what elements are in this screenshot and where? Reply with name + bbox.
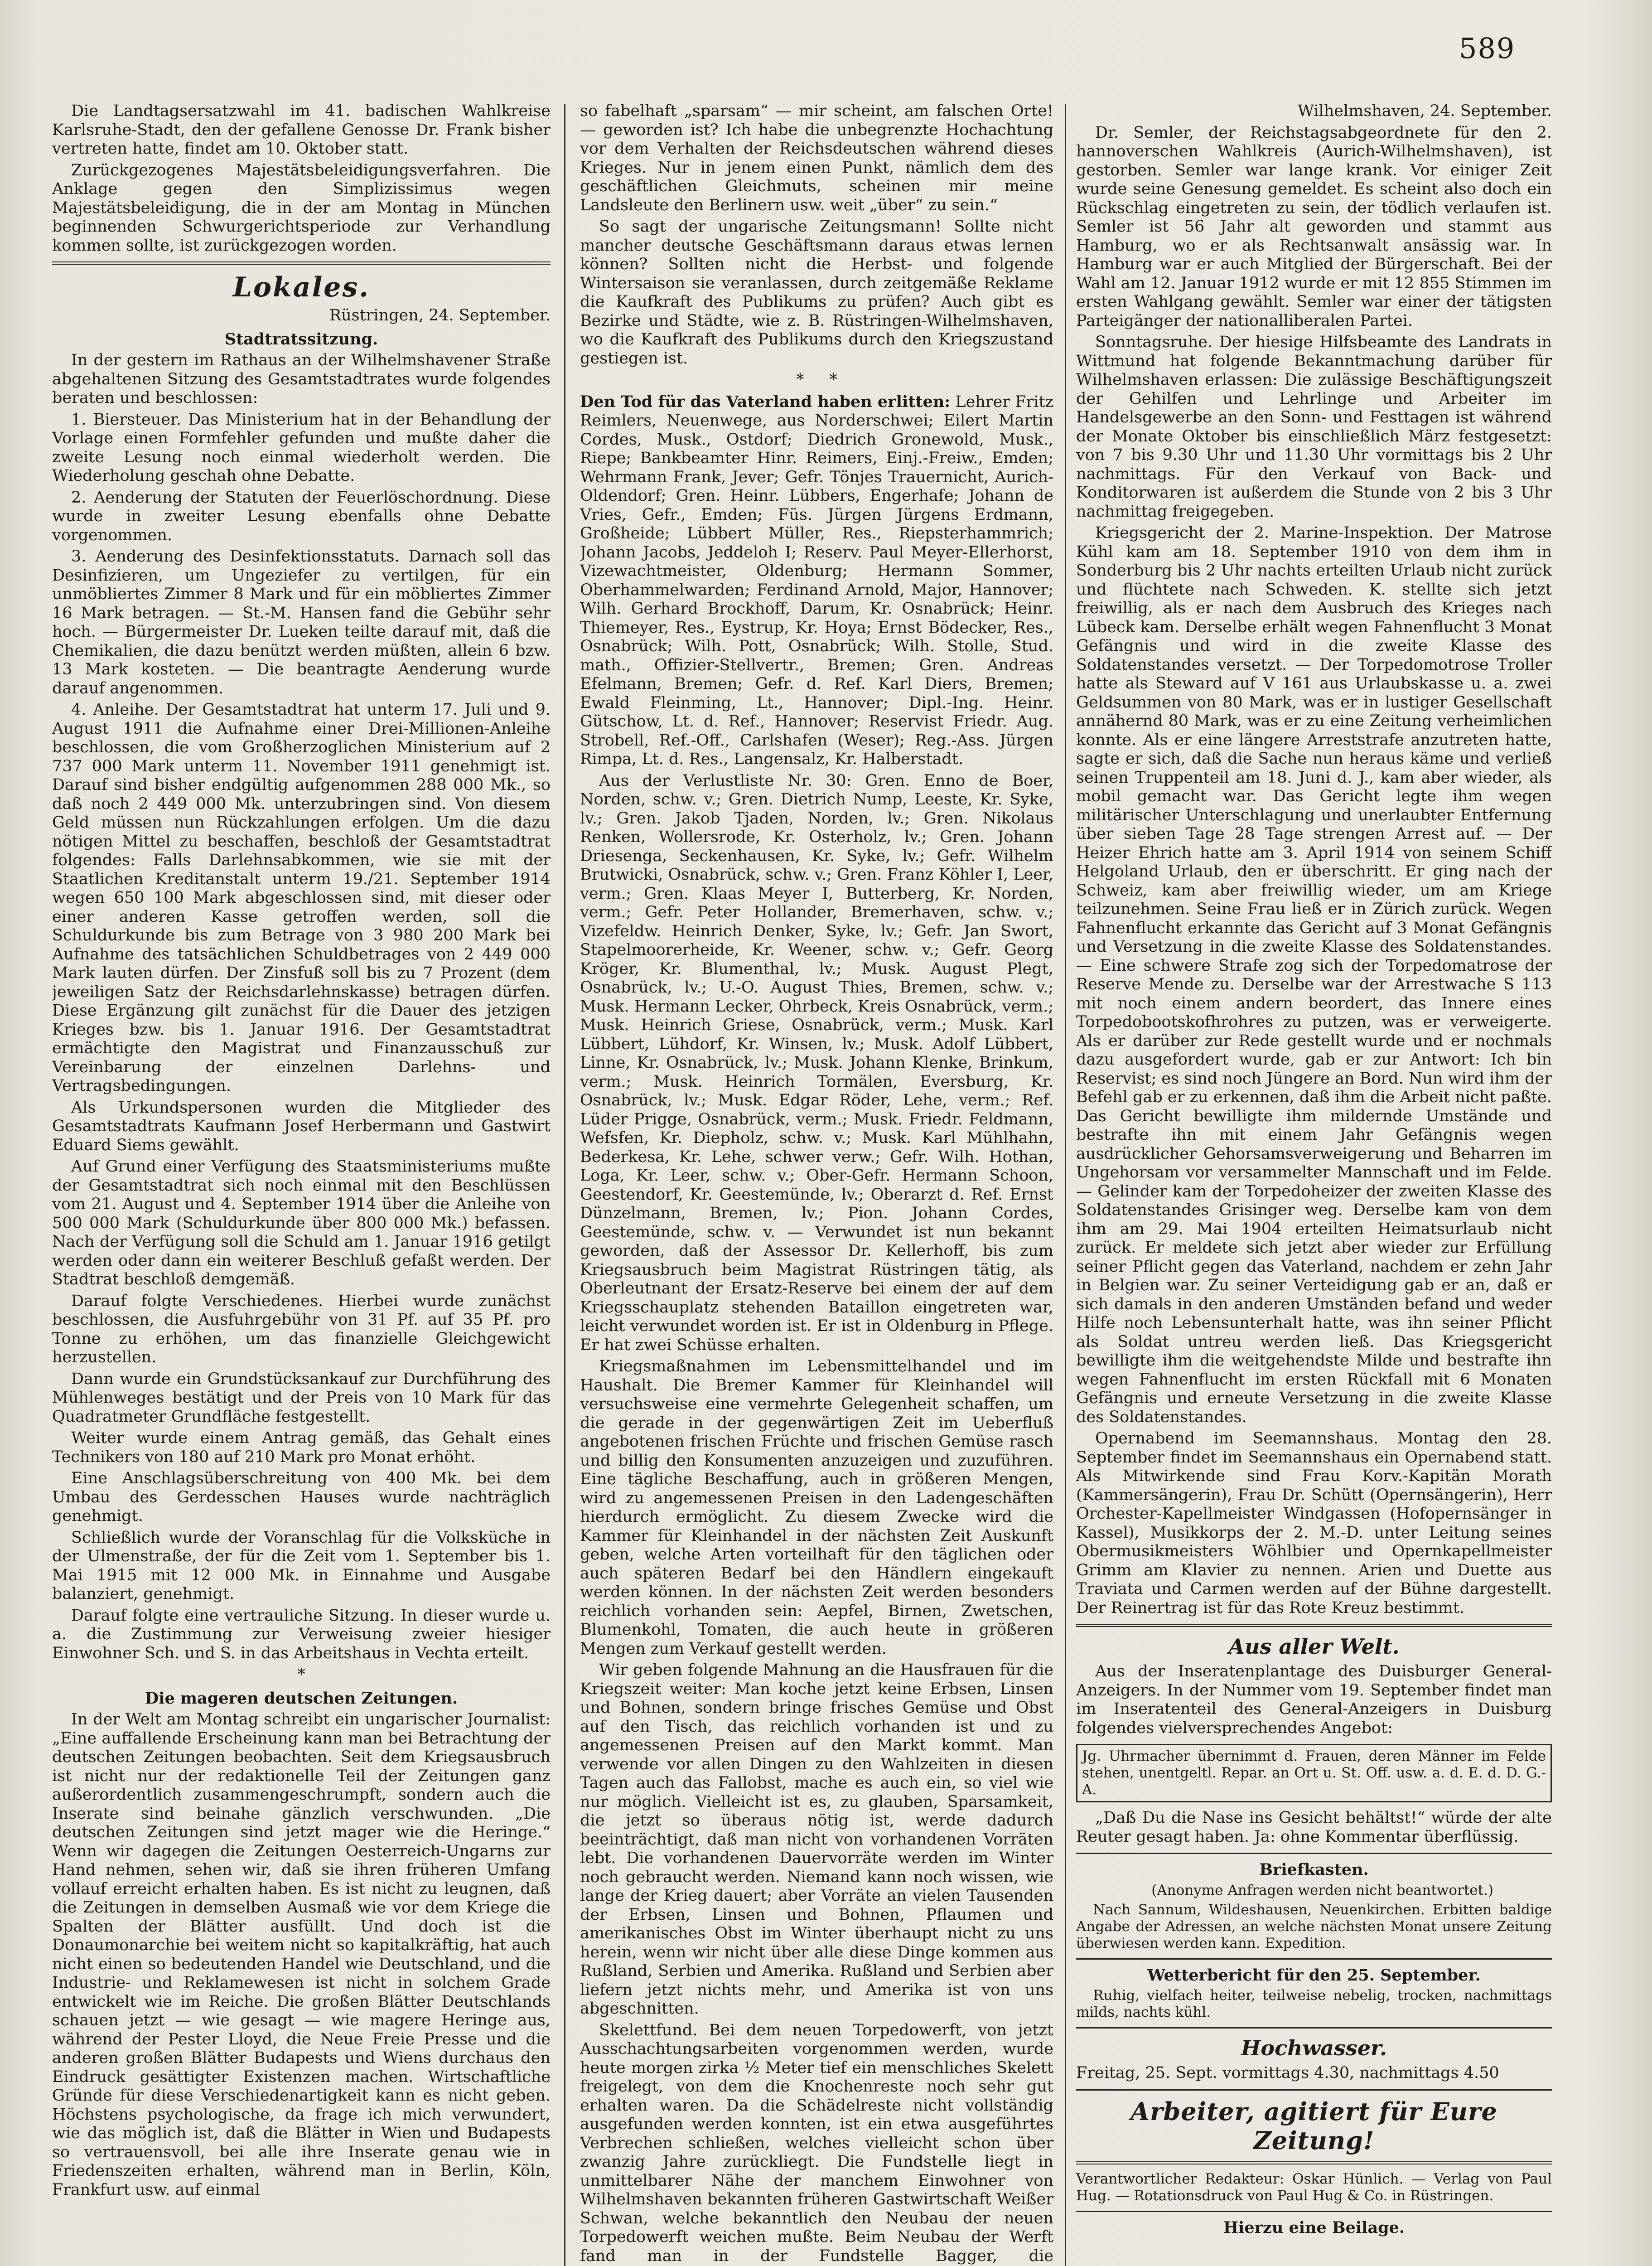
- paragraph: Skelettfund. Bei dem neuen Torpedowerft, von jetzt Ausschachtungsarbeiten vorgenommen werden, wurde heute morgen zirka ½ Meter tief ein menschliches Skelett freigelegt, von dem die Knochenreste noch sehr gut erhalten waren. Da die Schädelreste nicht vollständig ausgefunden werden konnten, ist ein etwa ausgeführtes Verbrechen schließen, welches vielleicht schon über zwanzig Jahre zurückliegt. Die Fundstelle liegt in unmittelbarer Nähe der manchem Einwohner von Wilhelmshaven bekannten früheren Gastwirtschaft Weißer Schwan, welche bekanntlich den Neubau der neuen Torpedowerft weichen mußte. Beim Neubau der Werft fand man in der Fundstelle Bagger, die: [580, 2021, 1053, 2265]
- paragraph: Schließlich wurde der Voranschlag für die Volksküche in der Ulmenstraße, der für die Zeit vom 1. September bis 1. Mai 1915 mit 12 000 Mk. in Einnahme und Ausgabe balanziert, genehmigt.: [52, 1528, 551, 1603]
- column-rule: [564, 104, 565, 2266]
- paragraph: In der Welt am Montag schreibt ein ungarischer Journalist: „Eine auffallende Erscheinung kann man bei Betrachtung der deutschen Zeitungen beobachten. Seit dem Kriegsausbruch ist nicht nur der redaktionelle Teil der Zeitungen ganz außerordentlich zusammengeschrumpft, sondern auch die Inserate sind beinahe gänzlich verschwunden. „Die deutschen Zeitungen sind jetzt mager wie die Heringe.“ Wenn wir dagegen die Zeitungen Oesterreich-Ungarns zur Hand nehmen, sehen wir, daß sie ihren früheren Umfang vollauf erreicht erhalten haben. Es ist nicht zu leugnen, daß die Zeitungen in demselben Ausmaß wie vor dem Kriege die Spalten der Blätter ausfüllt. Und doch ist die Donaumonarchie bei weitem nicht so kapitalkräftig, hat auch nicht einen so bedeutenden Handel wie Deutschland, und die Industrie- und Reklamewesen ist nicht in solchem Grade entwickelt wie im Reiche. Die großen Blätter Deutschlands schauen jetzt — wie gesagt — wie magere Heringe aus, während der Pester Lloyd, die Neue Freie Presse und die anderen großen Blätter Budapests und Wiens durchaus den Eindruck gesättigter Existenzen machen. Wirtschaftliche Gründe für diese Verschiedenartigkeit kann es nicht geben. Höchstens psychologische, da frage ich mich verwundert, wie das möglich ist, daß die Blätter in Wien und Budapests so vertrauensvoll, bei alle ihre Inserate genau wie in Friedenszeiten erhalten, während man in Berlin, Köln, Frankfurt usw. auf einmal: [52, 1710, 551, 2199]
- section-divider: [52, 261, 551, 265]
- article-inseratenplantage: Aus der Inseratenplantage des Duisburger General-Anzeigers. In der Nummer vom 19. September findet man im Inseratenteil des General-Anzeigers in Duisburg folgendes vielversprechendes Angebot:: [1076, 1662, 1552, 1737]
- paragraph: „Daß Du die Nase ins Gesicht behältst!“ würde der alte Reuter gesagt haben. Ja: ohne Kommentar überflüssig.: [1076, 1809, 1552, 1846]
- imprint: Verantwortlicher Redakteur: Oskar Hünlich. — Verlag von Paul Hug. — Rotationsdruck von Paul Hug & Co. in Rüstringen.: [1076, 2170, 1552, 2204]
- article-semler: Dr. Semler, der Reichstagsabgeordnete für den 2. hannoverschen Wahlkreis (Aurich-Wilhelmshaven), ist gestorben. Semler war lange krank. Vor einiger Zeit wurde seine Genesung gemeldet. Es scheint also doch ein Rückschlag eingetreten zu sein, der tödlich verlaufen ist. Semler ist 56 Jahr alt geworden und stammt aus Hamburg, wo er als Rechtsanwalt ansässig war. In Hamburg war er auch Mitglied der Bürgerschaft. Bei der Wahl am 12. Januar 1912 wurde er mit 12 855 Stimmen im ersten Wahlgang gewählt. Semler war einer der tätigsten Parteigänger der nationalliberalen Partei.: [1076, 123, 1552, 330]
- paragraph: 2. Aenderung der Statuten der Feuerlöschordnung. Diese wurde in zweiter Lesung ebenfalls ohne Debatte vorgenommen.: [52, 488, 551, 544]
- paragraph: 4. Anleihe. Der Gesamtstadtrat hat unterm 17. Juli und 9. August 1911 die Aufnahme einer Drei-Millionen-Anleihe beschlossen, die vom Großherzoglichen Ministerium auf 2 737 000 Mark unterm 11. November 1911 genehmigt ist. Darauf sind bisher endgültig aufgenommen 288 000 Mk., so daß noch 2 449 000 Mk. unterzubringen sind. Von diesem Geld müssen nun Rückzahlungen erfolgen. Um die dazu nötigen Mittel zu beschaffen, beschloß der Gesamtstadtrat folgendes: Falls Darlehnsabkommen, wie sie mit der Staatlichen Kreditanstalt unterm 19./21. September 1914 wegen 650 100 Mark abgeschlossen sind, mit dieser oder einer anderen Kasse getroffen werden, soll die Schuldurkunde bis zum Betrage von 3 980 200 Mark bei Aufnahme des tatsächlichen Schuldbetrages von 2 449 000 Mark lauten dürfen. Der Zinsfuß soll bis zu 7 Prozent (dem jeweiligen Satz der Reichsdarlehnskasse) betragen dürfen. Diese Ergänzung gilt zunächst für die Dauer des jetzigen Krieges bzw. bis 1. Januar 1916. Der Gesamtstadtrat ermächtigte den Magistrat und Finanzausschuß zur Vereinbarung der einzelnen Darlehns- und Vertragsbedingungen.: [52, 701, 551, 1095]
- beilage-notice: Hierzu eine Beilage.: [1223, 2218, 1405, 2237]
- article-opernabend: Opernabend im Seemannshaus. Montag den 28. September findet im Seemannshaus ein Opernabend statt. Als Mitwirkende sind Frau Korv.-Kapitän Morath (Kammersängerin), Frau Dr. Schütt (Opernsängerin), Herr Orchester-Kapellmeister Windgassen (Hofopernsänger in Kassel), Musikkorps der 2. M.-D. unter Leitung seines Obermusikmeisters Wöhlbier und Opernkapellmeister Grimm am Klavier zu nennen. Arien und Duette aus Traviata und Carmen werden auf der Bühne dargestellt. Der Reinertrag ist für das Rote Kreuz bestimmt.: [1076, 1429, 1552, 1617]
- dateline: Rüstringen, 24. September.: [329, 306, 551, 324]
- paragraph: 3. Aenderung des Desinfektionsstatuts. Darnach soll das Desinfizieren, um Ungeziefer zu vertilgen, für ein unmöbliertes Zimmer 8 Mark und für ein möbliertes Zimmer 16 Mark betragen. — St.-M. Hansen fand die Gebühr sehr hoch. — Bürgermeister Dr. Lueken teilte darauf mit, daß die Chemikalien, die dazu benützt werden müßten, allein 6 bzw. 13 Mark kosteten. — Die beantragte Aenderung wurde darauf angenommen.: [52, 547, 551, 697]
- paragraph: Dann wurde ein Grundstücksankauf zur Durchführung des Mühlenweges bestätigt und der Preis von 10 Mark für das Quadratmeter Grundfläche festgestellt.: [52, 1370, 551, 1426]
- section-heading-hochwasser: Hochwasser.: [1241, 2036, 1387, 2060]
- separator-star: * *: [796, 371, 837, 389]
- briefkasten-note: (Anonyme Anfragen werden nicht beantwortet.): [1151, 1882, 1494, 1898]
- paragraph: Lehrer Fritz Reimlers, Neuenwege, aus Norderschwei; Eilert Martin Cordes, Musk., Ostdorf; Diedrich Gronewold, Musk., Riepe; Bankbeamter Hinr. Reimers, Einj.-Freiw., Emden; Wehrmann Frank, Jever; Gefr. Tönjes Trauernicht, Aurich-Oldendorf; Gren. Heinr. Lübbers, Engerhafe; Johann de Vries, Gefr., Emden; Füs. Jürgen Jürgens Erdmann, Großheide; Lübbert Müller, Res., Riepsterhammrich; Johann Jacobs, Jeddeloh I; Reserv. Paul Meyer-Ellerhorst, Vizewachtmeister, Oldenburg; Hermann Sommer, Oberhammelwarden; Ferdinand Arnold, Major, Hannover; Wilh. Gerhard Brockhoff, Darum, Kr. Osnabrück; Heinr. Thiemeyer, Res., Eystrup, Kr. Hoya; Ernst Bödecker, Res., Osnabrück; Wilh. Pott, Osnabrück; Wilh. Stolle, Stud. math., Offizier-Stellvertr., Bremen; Gren. Andreas Efelmann, Bremen; Gefr. d. Ref. Karl Diers, Bremen; Ewald Fleinming, Lt., Hannover; Dipl.-Ing. Heinr. Gütschow, Lt. d. Ref., Hannover; Reservist Friedr. Aug. Strobell, Ref.-Off., Carlshafen (Weser); Reg.-Ass. Jürgen Rimpa, Lt. d. Res., Langensalz, Kr. Halberstadt.: [580, 392, 1053, 768]
- paragraph: So sagt der ungarische Zeitungsmann! Sollte nicht mancher deutsche Geschäftsmann daraus etwas lernen können? Sollten nicht die Herbst- und folgende Wintersaison sie veranlassen, durch zeitgemäße Reklame die Kaufkraft des Publikums zu prüfen? Auch gibt es Bezirke und Städte, wie z. B. Rüstringen-Wilhelmshaven, wo die Kaufkraft des Publikums durch den Kriegszustand gestiegen ist.: [580, 218, 1053, 368]
- article-heading-mageren-zeitungen: Die mageren deutschen Zeitungen.: [145, 1689, 458, 1708]
- article-majestaetsbeleidigung: Zurückgezogenes Majestätsbeleidigungsverfahren. Die Anklage gegen den Simplizissimus wegen Majestätsbeleidigung, die in der am Montag in München beginnenden Schwurgerichtsperiode zur Verhandlung kommen sollte, ist zurückgezogen worden.: [52, 161, 551, 255]
- section-divider: [1076, 1958, 1552, 1960]
- paragraph: Auf Grund einer Verfügung des Staatsministeriums mußte der Gesamtstadtrat sich noch einmal mit den Beschlüssen vom 21. August und 4. September 1914 über die Anleihe von 500 000 Mark (Schuldurkunde über 800 000 Mk.) befassen. Nach der Verfügung soll die Schuld am 1. Januar 1916 getilgt werden oder dann ein weiterer Beschluß gefaßt werden. Der Stadtrat beschloß demgemäß.: [52, 1157, 551, 1288]
- paragraph: Eine Anschlagsüberschreitung von 400 Mk. bei dem Umbau des Gerdesschen Hauses wurde nachträglich genehmigt.: [52, 1469, 551, 1525]
- paragraph: Darauf folgte Verschiedenes. Hierbei wurde zunächst beschlossen, die Ausfuhrgebühr von 31 Pf. auf 35 Pf. pro Tonne zu erhöhen, um das finanzielle Gleichgewicht herzustellen.: [52, 1292, 551, 1366]
- column-2: [580, 102, 1053, 2266]
- section-heading-wetterbericht: Wetterbericht für den 25. September.: [1147, 1966, 1481, 1985]
- wetterbericht-text: Ruhig, vielfach heiter, teilweise nebelig, trocken, nachmittags milds, nachts kühl.: [1076, 1987, 1552, 2020]
- briefkasten-text: Nach Sannum, Wildeshausen, Neuenkirchen. Erbitten baldige Angabe der Adressen, an welche nächsten Monat unsere Zeitung überwiesen werden kann. Expedition.: [1076, 1901, 1552, 1951]
- column-1: [52, 102, 551, 2266]
- section-heading-aus-aller-welt: Aus aller Welt.: [1228, 1634, 1400, 1659]
- section-divider: [1076, 1624, 1552, 1627]
- paragraph: In der gestern im Rathaus an der Wilhelmshavener Straße abgehaltenen Sitzung des Gesamtstadtrates wurde folgendes beraten und beschlossen:: [52, 351, 551, 407]
- article-landtagswahl: Die Landtagsersatzwahl im 41. badischen Wahlkreise Karlsruhe-Stadt, den der gefallene Genosse Dr. Frank bisher vertreten hatte, findet am 10. Oktober statt.: [52, 102, 551, 158]
- article-heading-stadtratssitzung: Stadtratssitzung.: [224, 329, 378, 349]
- section-heading-briefkasten: Briefkasten.: [1259, 1860, 1369, 1879]
- agitation-slogan: Arbeiter, agitiert für Eure Zeitung!: [1130, 2097, 1497, 2155]
- hochwasser-text: Freitag, 25. Sept. vormittags 4.30, nachmittags 4.50: [1076, 2064, 1499, 2082]
- paragraph: Kriegsmaßnahmen im Lebensmittelhandel und im Haushalt. Die Bremer Kammer für Kleinhandel will versuchsweise eine vermehrte Gelegenheit schaffen, um die gerade in der gegenwärtigen Zeit im Ueberfluß angebotenen frischen Früchte und frischen Gemüse rasch und billig den Konsumenten anzuzeigen und zuzuführen. Eine tägliche Beschaffung, auch in größeren Mengen, wird zu angemessenen Preisen in den Ladengeschäften hierdurch ermöglicht. Zu diesem Zwecke wird die Kammer für Kleinhandel in der nächsten Zeit Auskunft geben, welche Arten vorteilhaft für den täglichen oder auch späteren Bedarf bei den Händlern eingekauft werden können. In der nächsten Zeit werden besonders reichlich vorhanden sein: Aepfel, Birnen, Zwetschen, Blumenkohl, Tomaten, die auch heute in größeren Mengen zum Verkauf gestellt werden.: [580, 1357, 1053, 1658]
- separator-star: *: [297, 1666, 305, 1684]
- section-divider: [1076, 1853, 1552, 1854]
- paragraph: Als Urkundspersonen wurden die Mitglieder des Gesamtstadtrats Kaufmann Josef Herbermann und Gastwirt Eduard Siems gewählt.: [52, 1098, 551, 1154]
- paragraph: so fabelhaft „sparsam“ — mir scheint, am falschen Orte! — geworden ist? Ich habe die unbegrenzte Hochachtung vor dem Verhalten der Reichsdeutschen während dieses Krieges. Nur in jenem einen Punkt, nämlich dem des geschäftlichen Gleichmuts, scheinen mir meine Landsleute den Berlinern usw. weit „über“ zu sein.“: [580, 102, 1053, 214]
- dateline: Wilhelmshaven, 24. September.: [1297, 102, 1552, 120]
- quoted-advertisement: Jg. Uhrmacher übernimmt d. Frauen, deren Männer im Felde stehen, unentgeltl. Repar. an Ort u. St. Off. usw. a. d. E. d. D. G.-A.: [1076, 1744, 1552, 1802]
- column-3: [1076, 102, 1552, 2266]
- article-kriegsgericht: Kriegsgericht der 2. Marine-Inspektion. Der Matrose Kühl kam am 18. September 1910 von dem ihm in Sonderburg bis 2 Uhr nachts erteilten Urlaub nicht zurück und flüchtete nach Schweden. K. stellte sich jetzt freiwillig, als er nach dem Ausbruch des Krieges nach Lübeck kam. Derselbe erhält wegen Fahnenflucht 3 Monat Gefängnis und wird in die zweite Klasse des Soldatenstandes versetzt. — Der Torpedomotrose Troller hatte als Steward auf V 161 aus Urlaubskasse u. a. zwei Geldsummen von 80 Mark, was er in lustiger Gesellschaft annähernd 80 Mark, was er zu eine Zeitung verheimlichen konnte. Als er eine längere Arreststrafe anzutreten hatte, sagte er sich, daß die Sache nun heraus käme und verließ seinen Truppenteil am 18. Juni d. J., kam aber wieder, als mobil gemacht war. Das Gericht legte ihm wegen militärischer Unterschlagung und unerlaubter Entfernung über sieben Tage 28 Tage strengen Arrest auf. — Der Heizer Ehrich hatte am 3. April 1914 von seinem Schiff Helgoland Urlaub, den er überschritt. Er ging nach der Schweiz, kam aber freiwillig wieder, um am Kriege teilzunehmen. Seine Frau ließ er in Zürich zurück. Wegen Fahnenflucht erkannte das Gericht auf 3 Monat Gefängnis und Versetzung in die zweite Klasse des Soldatenstandes. — Eine schwere Strafe zog sich der Torpedomatrose der Reserve Mende zu. Derselbe war der Arrestwache S 113 mit noch einem andern beordert, das Innere eines Torpedobootskofhrohres zu putzen, was er verweigerte. Als er darüber zur Rede gestellt wurde und er nochmals dazu ausgefordert wurde, gab er zur Antwort: Ich bin Reservist; es sind noch Jüngere an Bord. Nun wird ihm der Befehl gab er zu erkennen, daß ihm die Arbeit nicht paßte. Das Gericht bewilligte ihm mildernde Umstände und bestrafte ihn mit einem Jahr Gefängnis wegen ausdrücklicher Gehorsamsverweigerung und Beharren im Ungehorsam vor versammelter Mannschaft und im Felde. — Gelinder kam der Torpedoheizer der zweiten Klasse des Soldatenstandes Grisinger weg. Derselbe kam von dem ihm am 29. Mai 1904 erteilten Heimatsurlaub nicht zurück. Er meldete sich jetzt aber wieder zur Erfüllung seiner Pflicht gegen das Vaterland, nachdem er zehn Jahr in Belgien war. Zu seiner Verteidigung gab er an, daß er sich damals in den anderen Umständen befand und weder Hilfe noch Lebensunterhalt hatte, was ihn seiner Pflicht als Soldat untreu werden ließ. Das Kriegsgericht bewilligte ihm die weitgehendste Milde und bestrafte ihn wegen Fahnenflucht im ersten Rückfall mit 6 Monaten Gefängnis und erneute Versetzung in die zweite Klasse des Soldatenstandes.: [1076, 524, 1552, 1426]
- column-rule: [1065, 104, 1066, 2266]
- paragraph: 1. Biersteuer. Das Ministerium hat in der Behandlung der Vorlage einen Formfehler gefunden und mußte daher die zweite Lesung noch einmal wiederholt werden. Die Wiederholung geschah ohne Debatte.: [52, 410, 551, 485]
- article-heading-tod: Den Tod für das Vaterland haben erlitten:: [580, 392, 951, 411]
- paragraph: Aus der Verlustliste Nr. 30: Gren. Enno de Boer, Norden, schw. v.; Gren. Dietrich Nump, Leeste, Kr. Syke, lv.; Gren. Jakob Tjaden, Norden, lv.; Gren. Nikolaus Renken, Wollersrode, Kr. Osterholz, lv.; Gren. Johann Driesenga, Seckenhausen, Kr. Syke, lv.; Gefr. Wilhelm Brutwicki, Osnabrück, schw. v.; Gren. Franz Köhler I, Leer, verm.; Gren. Klaas Meyer I, Butterberg, Kr. Norden, verm.; Gefr. Peter Hollander, Bremerhaven, schw. v.; Vizefeldw. Heinrich Denker, Syke, lv.; Gefr. Jan Swort, Stapelmoorerheide, Kr. Weener, schw. v.; Gefr. Georg Kröger, Kr. Blumenthal, lv.; Musk. August Plegt, Osnabrück, lv.; U.-O. August Thies, Bremen, schw. v.; Musk. Hermann Lecker, Ohrbeck, Kreis Osnabrück, verm.; Musk. Heinrich Griese, Osnabrück, verm.; Musk. Karl Lübbert, Lühdorf, Kr. Winsen, lv.; Musk. Adolf Lübbert, Linne, Kr. Osnabrück, lv.; Musk. Johann Klenke, Brinkum, verm.; Musk. Heinrich Tormälen, Eversburg, Kr. Osnabrück, lv.; Musk. Edgar Röder, Lehe, verm.; Ref. Lüder Prigge, Osnabrück, verm.; Musk. Friedr. Feldmann, Wefsfen, Kr. Diepholz, schw. v.; Musk. Karl Mühlhahn, Bederkesa, Kr. Lehe, schwer verw.; Gefr. Wilh. Hothan, Loga, Kr. Leer, schw. v.; Ober-Gefr. Hermann Schoon, Geestendorf, Kr. Geestemünde, lv.; Oberarzt d. Ref. Ernst Dünzelmann, Bremen, lv.; Pion. Johann Cordes, Geestemünde, schw. v. — Verwundet ist nun bekannt geworden, daß der Assessor Dr. Kellerhoff, bis zum Kriegsausbruch beim Magistrat Rüstringen tätig, als Oberleutnant der Ersatz-Reserve bei einem der auf dem Kriegsschauplatz stehenden Bataillon eingetreten war, leicht verwundet worden ist. Er ist in Oldenburg in Pflege. Er hat zwei Schüsse erhalten.: [580, 771, 1053, 1354]
- section-divider: [1076, 2089, 1552, 2091]
- section-divider: [1076, 2211, 1552, 2212]
- paragraph: Darauf folgte eine vertrauliche Sitzung. In dieser wurde u. a. die Zustimmung zur Verweisung zweier hiesiger Einwohner Sch. und S. in das Arbeitshaus in Vechta erteilt.: [52, 1606, 551, 1662]
- paragraph: Weiter wurde einem Antrag gemäß, das Gehalt eines Technikers von 180 auf 210 Mark pro Monat erhöht.: [52, 1429, 551, 1466]
- page-number: 589: [1459, 32, 1516, 65]
- paragraph: Wir geben folgende Mahnung an die Hausfrauen für die Kriegszeit weiter: Man koche jetzt keine Erbsen, Linsen und Bohnen, sondern bringe frisches Gemüse und Obst auf den Tisch, das reichlich vorhanden ist und zu angemessenen Preisen auf den Markt kommt. Man verwende vor allen Dingen zu den Wahlzeiten in diesen Tagen auch das Fallobst, mache es auch ein, so viel wie nur möglich. Vielleicht ist es, zu glauben, Sparsamkeit, die jetzt so überaus nötig ist, werde dadurch beeinträchtigt, daß man nicht von vorhandenen Vorräten lebt. Die vorhandenen Dauervorräte werden im Winter noch gebraucht werden. Niemand kann noch wissen, wie lange der Krieg dauert; aber Vorräte an vielen Tausenden der Erbsen, Linsen und Bohnen, Pflaumen und amerikanisches Obst im Winter überhaupt nicht zu uns herein, wenn wir nicht über alle diese Dinge kommen aus Rußland, Serbien und Amerika. Rußland und Serbien aber liefern jetzt nichts mehr, und Amerika ist von uns abgeschnitten.: [580, 1661, 1053, 2018]
- section-heading-lokales: Lokales.: [232, 271, 370, 303]
- section-divider: [1076, 2027, 1552, 2029]
- section-divider: [1076, 2161, 1552, 2164]
- article-sonntagsruhe: Sonntagsruhe. Der hiesige Hilfsbeamte des Landrats in Wittmund hat folgende Bekanntmachung darüber für Wilhelmshaven erlassen: Die zulässige Beschäftigungszeit der Gehilfen und Lehrlinge und Arbeiter im Handelsgewerbe an den Sonn- und Festtagen ist während der Monate Oktober bis einschließlich März festgesetzt: von 7 bis 9.30 Uhr und 11.30 Uhr vormittags bis 2 Uhr nachmittags. Für den Verkauf von Back- und Konditorwaren ist außerdem die Stunde von 2 bis 3 Uhr nachmittag freigegeben.: [1076, 333, 1552, 521]
